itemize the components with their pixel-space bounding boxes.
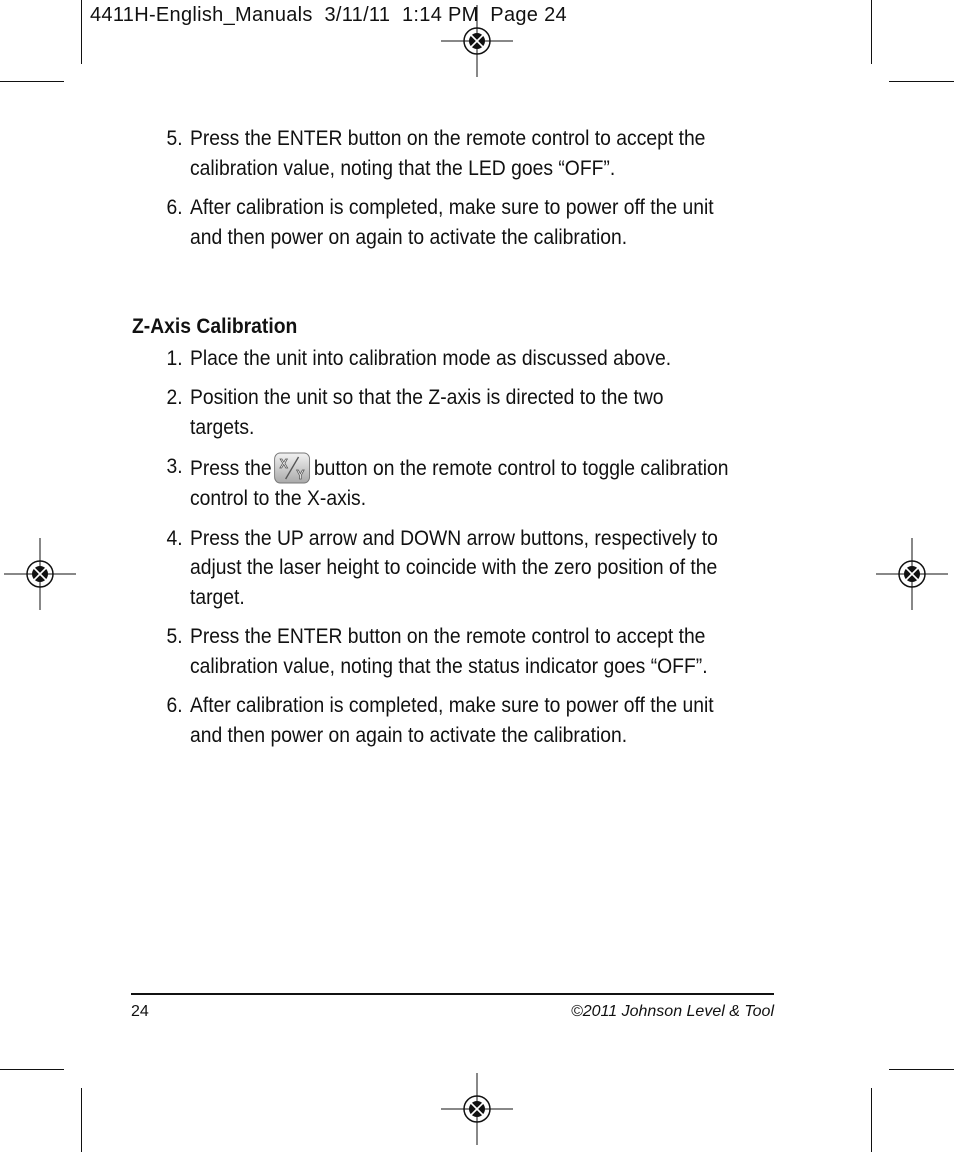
step-text [190, 452, 730, 514]
crop-mark [81, 0, 82, 64]
manual-page-content [132, 124, 730, 760]
step-number: 1. [166, 346, 183, 370]
step-text-before: Press the [189, 457, 272, 480]
step-text: After calibration is completed, make sure to power off the unit and then power on again to activate the calibration. [189, 694, 714, 747]
list-item [132, 383, 730, 442]
copyright-notice: ©2011 Johnson Level & Tool [570, 1003, 774, 1020]
list-item [132, 452, 730, 514]
step-text: Place the unit into calibration mode as discussed above. [189, 346, 672, 370]
step-text: Press the ENTER button on the remote control to accept the calibration value, noting that the LED goes “OFF”. [189, 127, 706, 180]
svg-text:X: X [279, 456, 288, 472]
registration-mark-icon [4, 538, 76, 610]
registration-mark-icon [441, 1073, 513, 1145]
crop-mark [889, 81, 954, 82]
footer-rule [131, 993, 774, 995]
step-number: 3. [166, 455, 183, 478]
crop-mark [871, 0, 872, 64]
step-number: 4. [166, 526, 183, 550]
registration-mark-icon [441, 5, 513, 77]
step-text: Press the UP arrow and DOWN arrow buttons, respectively to adjust the laser height to coincide with the zero position of the target. [189, 526, 718, 609]
crop-mark [0, 1069, 64, 1070]
svg-text:Y: Y [296, 467, 305, 483]
list-item [132, 344, 730, 374]
crop-mark [871, 1088, 872, 1152]
step-text: Position the unit so that the Z-axis is directed to the two targets. [189, 386, 664, 439]
crop-mark [889, 1069, 954, 1070]
list-item [132, 193, 730, 252]
page-number: 24 [131, 1003, 149, 1020]
list-item [132, 524, 730, 613]
list-item [132, 622, 730, 681]
step-text: After calibration is completed, make sure to power off the unit and then power on again to activate the calibration. [189, 196, 714, 249]
step-number: 6. [166, 694, 183, 717]
step-text-after: button on the remote control to toggle calibration control to the X-axis. [189, 457, 729, 510]
step-number: 6. [166, 196, 183, 219]
registration-mark-icon [876, 538, 948, 610]
step-number: 2. [166, 386, 183, 409]
section-heading: Z-Axis Calibration [132, 315, 298, 338]
xy-toggle-button-icon [273, 452, 310, 484]
list-item [132, 124, 730, 183]
step-text: Press the ENTER button on the remote control to accept the calibration value, noting that the status indicator goes “OFF”. [189, 625, 708, 678]
crop-mark [0, 81, 64, 82]
crop-mark [81, 1088, 82, 1152]
printer-slug: 4411H-English_Manuals 3/11/11 1:14 PM Page 24 [90, 4, 567, 26]
step-number: 5. [166, 127, 183, 150]
list-item [132, 691, 730, 750]
step-number: 5. [166, 625, 183, 648]
